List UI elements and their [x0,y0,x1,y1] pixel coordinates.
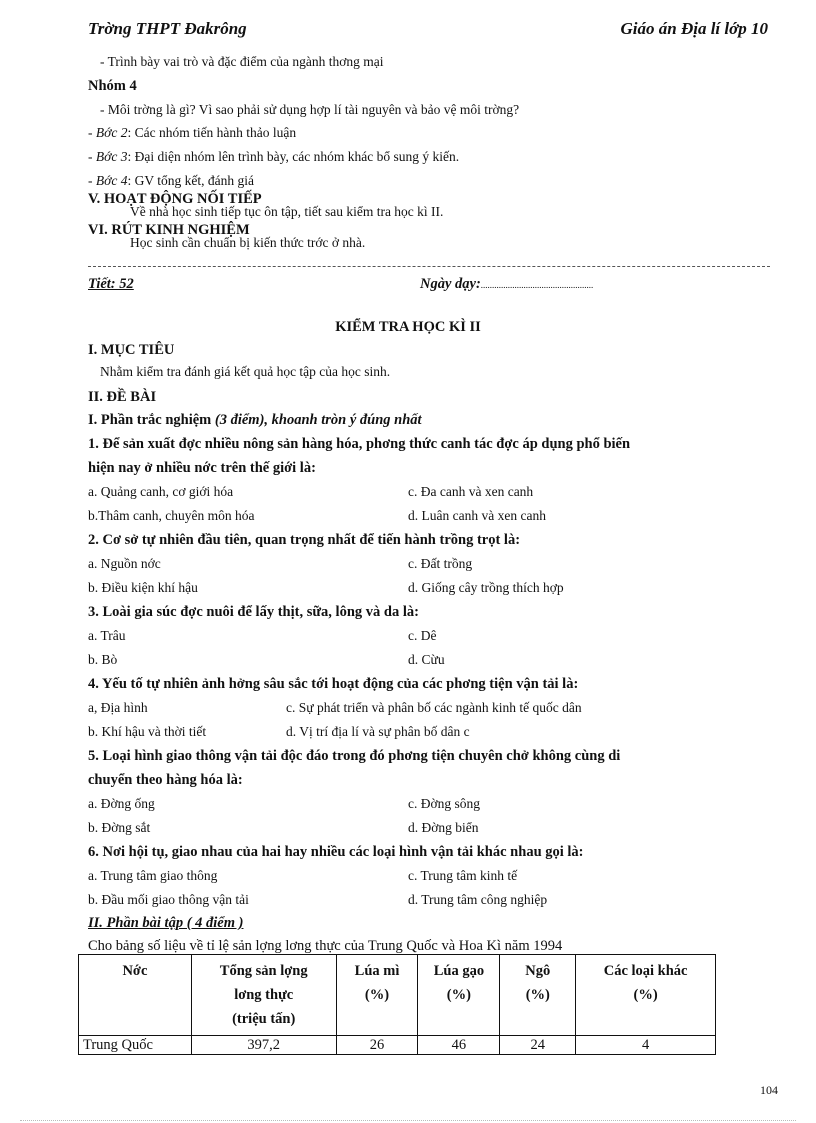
col-header-wheat [336,955,418,1036]
section-5-text: Về nhà học sinh tiếp tục ôn tập, tiết sau kiểm tra học kì II. [130,204,444,219]
cell-other: 4 [576,1036,716,1055]
data-table [78,954,716,1055]
col-header-corn-line1: Ngô [525,963,551,979]
page-title: KIỂM TRA HỌC KÌ II [335,319,481,335]
col-header-other [576,955,716,1036]
part-1-rest: (3 điểm), khoanh tròn ý đúng nhất [211,412,422,428]
task-line-2: - Môi trờng là gì? Vì sao phải sử dụng hợp lí tài nguyên và bảo vệ môi trờng? [100,102,520,117]
question-3-option-a: a. Trâu [88,628,126,643]
question-4-option-d: d. Vị trí địa lí và sự phân bố dân c [286,724,470,739]
section-5-title: V. HOẠT ĐỘNG NỐI TIẾP [88,191,262,207]
date-label: Ngày dạy: [420,276,481,292]
col-header-total [191,955,336,1036]
question-5-line-2: chuyển theo hàng hóa là: [88,772,243,788]
col-header-country-text: Nớc [122,963,148,979]
question-6-option-c: c. Trung tâm kinh tế [408,868,518,883]
question-2-option-b: b. Điều kiện khí hậu [88,580,198,595]
question-1-line-1: 1. Để sản xuất đợc nhiều nông sản hàng hóa, phơng thức canh tác đợc áp dụng phổ biến [88,436,631,452]
question-2-option-c: c. Đất trồng [408,556,473,571]
question-4-option-c: c. Sự phát triển và phân bố các ngành kinh tế quốc dân [286,700,582,715]
col-header-total-line2: lơng thực [234,987,294,1003]
question-4-option-a: a, Địa hình [88,700,148,715]
question-2-option-a: a. Nguồn nớc [88,556,161,571]
question-2: 2. Cơ sở tự nhiên đầu tiên, quan trọng nhất để tiến hành trồng trọt là: [88,532,521,548]
step-4-text: : GV tổng kết, đánh giá [127,173,254,188]
question-4-option-b: b. Khí hậu và thời tiết [88,724,207,739]
cell-rice: 46 [418,1036,500,1055]
col-header-other-line2: (%) [633,987,658,1003]
exam-title: II. ĐỀ BÀI [88,389,157,405]
question-3-option-d: d. Cừu [408,652,445,667]
step-3-text: : Đại diện nhóm lên trình bày, các nhóm khác bổ sung ý kiến. [127,149,460,164]
question-5-option-b: b. Đờng sắt [88,820,151,835]
section-6-title: VI. RÚT KINH NGHIỆM [88,222,250,238]
question-1-option-b: b.Thâm canh, chuyên môn hóa [88,508,255,523]
question-1-option-c: c. Đa canh và xen canh [408,484,534,499]
part-1-label: I. Phần trắc nghiệm [88,412,212,428]
step-4 [88,172,254,190]
question-3-option-c: c. Dê [408,628,437,643]
table-header-row [79,955,716,1036]
question-5-line-1: 5. Loại hình giao thông vận tải độc đáo trong đó phơng tiện chuyên chở không cùng di [88,748,621,764]
question-5-option-a: a. Đờng ống [88,796,155,811]
header-subject: Giáo án Địa lí lớp 10 [620,19,768,38]
step-3-label: - Bớc 3 [88,149,128,164]
question-5-option-c: c. Đờng sông [408,796,481,811]
lesson-number: Tiết: 52 [88,276,134,292]
page-edge [20,1120,796,1121]
date-dots: .................................................. [480,280,594,290]
question-2-option-d: d. Giống cây trồng thích hợp [408,580,564,595]
step-2-label: - Bớc 2 [88,125,128,140]
table-row [79,1036,716,1055]
col-header-total-line3: (triệu tấn) [232,1011,296,1027]
group-label: Nhóm 4 [88,78,137,94]
header-school: Trờng THPT Đakrông [88,19,247,38]
question-4: 4. Yếu tố tự nhiên ảnh hởng sâu sắc tới hoạt động của các phơng tiện vận tải là: [88,676,579,692]
step-3 [88,148,459,166]
step-2 [88,124,296,142]
divider [88,266,770,267]
step-2-text: : Các nhóm tiến hành thảo luận [127,125,297,140]
part-1-title [88,411,422,429]
section-6-text: Học sinh cần chuẩn bị kiến thức trớc ở nhà. [130,235,366,250]
col-header-total-line1: Tổng sản lợng [219,963,308,979]
question-6-option-d: d. Trung tâm công nghiệp [408,892,548,907]
objectives-text: Nhằm kiểm tra đánh giá kết quả học tập của học sinh. [100,364,391,379]
step-4-label: - Bớc 4 [88,173,128,188]
col-header-country [79,955,192,1036]
question-6: 6. Nơi hội tụ, giao nhau của hai hay nhiều các loại hình vận tải khác nhau gọi là: [88,844,584,860]
question-5-option-d: d. Đờng biển [408,820,479,835]
cell-wheat: 26 [336,1036,418,1055]
page-number: 104 [760,1083,778,1097]
question-3-option-b: b. Bò [88,652,118,667]
col-header-wheat-line2: (%) [364,987,390,1003]
cell-country: Trung Quốc [79,1036,192,1055]
col-header-rice-line1: Lúa gạo [433,963,485,979]
cell-corn: 24 [500,1036,576,1055]
question-1-option-d: d. Luân canh và xen canh [408,508,546,523]
objectives-title: I. MỤC TIÊU [88,342,175,358]
question-6-option-a: a. Trung tâm giao thông [88,868,218,883]
col-header-corn [500,955,576,1036]
col-header-wheat-line1: Lúa mì [354,963,400,979]
cell-total: 397,2 [191,1036,336,1055]
lesson-date [420,275,593,294]
col-header-rice-line2: (%) [446,987,471,1003]
question-6-option-b: b. Đầu mối giao thông vận tải [88,892,249,907]
col-header-rice [418,955,500,1036]
question-1-line-2: hiện nay ở nhiều nớc trên thế giới là: [88,460,316,476]
col-header-corn-line2: (%) [525,987,550,1003]
question-3: 3. Loài gia súc đợc nuôi để lấy thịt, sữa, lông và da là: [88,604,419,620]
part-2-title: II. Phần bài tập ( 4 điểm ) [88,915,244,931]
part-2-intro: Cho bảng số liệu về tỉ lệ sản lợng lơng thực của Trung Quốc và Hoa Kì năm 1994 [88,938,563,954]
question-1-option-a: a. Quảng canh, cơ giới hóa [88,484,234,499]
col-header-other-line1: Các loại khác [603,963,688,979]
task-line-1: - Trình bày vai trò và đặc điểm của ngành thơng mại [100,54,384,69]
